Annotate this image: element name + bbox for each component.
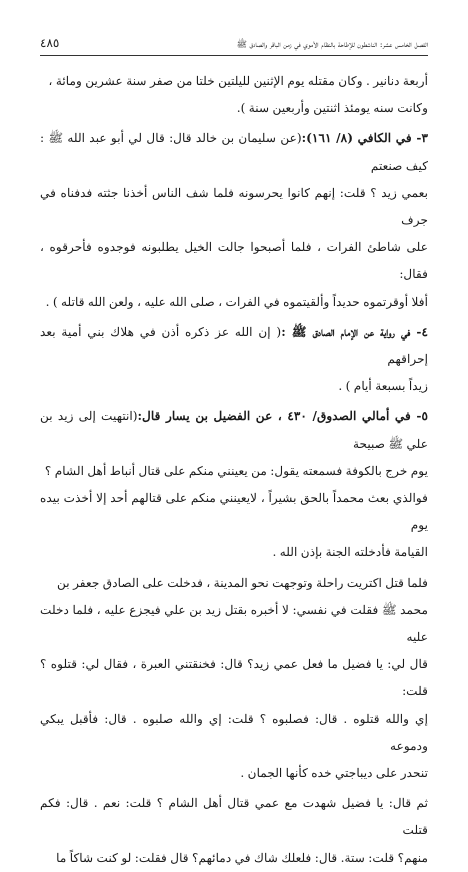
text-line: زيداً بسبعة أيام ) . bbox=[338, 379, 428, 394]
page-body bbox=[40, 68, 428, 872]
text-line: بعمي زيد ؟ قلت: إنهم كانوا يحرسونه فلما شف الناس أخذنا جثته فدفناه في جرف bbox=[40, 185, 428, 228]
text-line: محمد ﷺ فقلت في نفسي: لا أخبره بقتل زيد بن علي فيجزع عليه ، فلما دخلت عليه bbox=[40, 602, 428, 645]
source-citation: ٣- في الكافي (٨/ ١٦١): bbox=[301, 131, 428, 146]
text-line: تنحدر على ديباجتي خده كأنها الجمان . bbox=[240, 766, 428, 781]
text-line: أفلا أوقرتموه حديداً وألقيتموه في الفرات ، صلى الله عليه ، ولعن الله قاتله ) . bbox=[45, 294, 428, 309]
chapter-title: الفصل الخامس عشر: الناشطون للإطاحة بالنظام الأموي في زمن الباقر والصادق ﷺ bbox=[236, 40, 428, 50]
text-line: ثم قال: يا فضيل شهدت مع عمي قتال أهل الشام ؟ قلت: نعم . قال: فكم قتلت bbox=[40, 796, 428, 838]
running-header bbox=[40, 36, 428, 55]
text-line: وكانت سنه يومئذ اثنتين وأربعين سنة ). bbox=[236, 101, 428, 116]
text-line: أربعة دنانير . وكان مقتله يوم الإثنين لليلتين خلتا من صفر سنة عشرين ومائة ، bbox=[48, 74, 428, 88]
source-citation: ٥- في أمالي الصدوق/ ٤٣٠ ، عن الفضيل بن يسار قال: bbox=[137, 409, 429, 424]
header-rule bbox=[40, 55, 428, 56]
text-line: على شاطئ الفرات ، فلما أصبحوا جالت الخيل يطلبونه فوجدوه فأحرقوه ، فقال: bbox=[40, 240, 428, 282]
text-line: منهم؟ قلت: ستة. قال: فلعلك شاك في دمائهم؟ قال فقلت: لو كنت شاكاً ما bbox=[56, 850, 428, 865]
text-line: ٤- في رواية عن الإمام الصادق ﷺ :( إن الله عز ذكره أذن في هلاك بني أمية بعد إحراقهم bbox=[40, 324, 429, 367]
page-number: ٤٨٥ bbox=[40, 36, 60, 50]
text-line: قال لي: يا فضيل ما فعل عمي زيد؟ قال: فخنقتني العبرة ، فقال لي: قتلوه ؟ قلت: bbox=[40, 657, 428, 699]
text-line: فلما قتل اكتريت راحلة وتوجهت نحو المدينة ، فدخلت على الصادق جعفر بن bbox=[57, 575, 428, 590]
text-line: فوالذي بعث محمداً بالحق بشيراً ، لايعينني منكم على قتالهم أحد إلا أخذت بيده يوم bbox=[40, 491, 428, 533]
text-line: ٣- في الكافي (٨/ ١٦١):(عن سليمان بن خالد قال: قال لي أبو عبد الله ﷺ : كيف صنعتم bbox=[40, 131, 428, 173]
text-line: يوم خرج بالكوفة فسمعته يقول: من يعينني منكم على قتال أنباط أهل الشام ؟ bbox=[44, 463, 428, 478]
source-citation: ٤- في رواية عن الإمام الصادق ﷺ : bbox=[281, 324, 429, 339]
text-line: ٥- في أمالي الصدوق/ ٤٣٠ ، عن الفضيل بن يسار قال:(انتهيت إلى زيد بن علي ﷺ صبيحة bbox=[40, 409, 429, 451]
text-line: إي والله قتلوه . قال: فصلبوه ؟ قلت: إي والله صلبوه . قال: فأقبل يبكي ودموعه bbox=[40, 711, 428, 753]
text-line: القيامة فأدخلته الجنة بإذن الله . bbox=[272, 545, 428, 560]
